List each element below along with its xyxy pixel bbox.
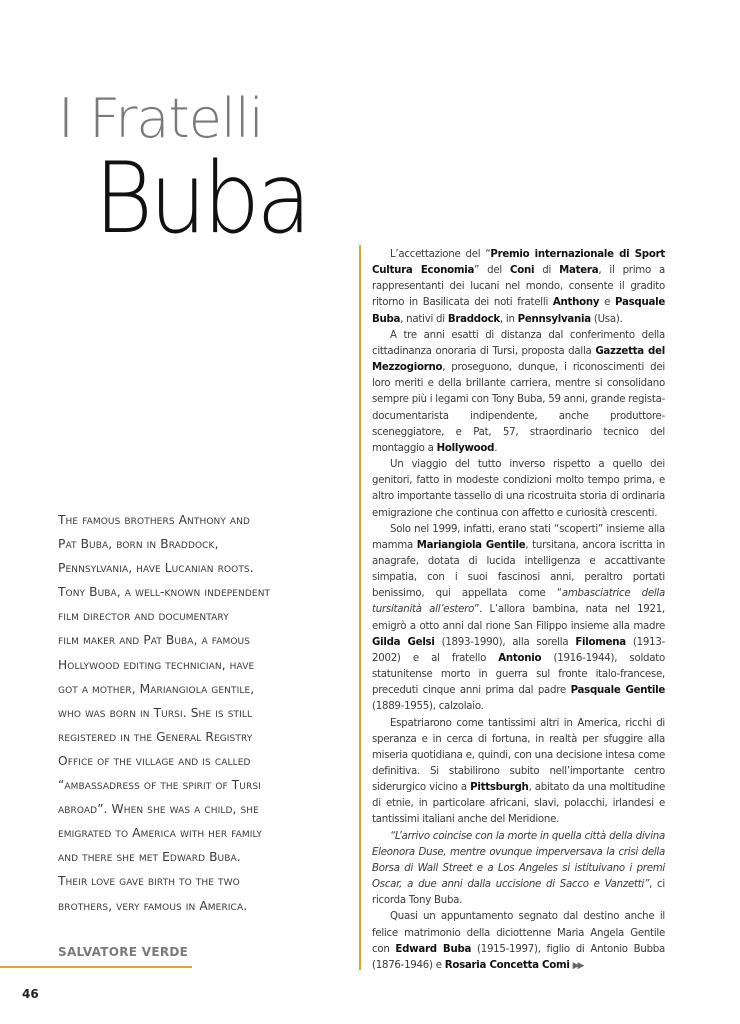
title-line-1: I Fratelli <box>58 87 263 150</box>
summary-line: and there she met Edward Buba. <box>58 850 241 865</box>
summary-line: film maker and Pat Buba, a famous <box>58 633 251 648</box>
summary-line: emigrated to America with her family <box>58 826 262 841</box>
page-number: 46 <box>22 987 39 1001</box>
summary-line: Their love gave birth to the two <box>58 874 240 889</box>
paragraph-7: Quasi un appuntamento segnato dal destino anche il felice matrimonio della diciottenne Maria Angela Gentile con Edward Buba (1915-1997), figlio di Antonio Bubba (1876-1946) e Rosaria Concetta Comi ▶▶ <box>372 911 666 971</box>
summary-line: brothers, very famous in America. <box>58 898 248 913</box>
summary-line: registered in the General Registry <box>58 729 253 744</box>
paragraph-3: Un viaggio del tutto inverso rispetto a quello dei genitori, fatto in modeste condizioni molto tempo prima, e altro importante tassello di una ricostruita storia di ordinaria emigrazione che continua con affetto e curiosità crescenti. <box>372 459 665 519</box>
summary-line: “ambassadress of the spirit of Tursi <box>58 778 261 793</box>
author-byline: SALVATORE VERDE <box>58 945 189 959</box>
summary-line: got a mother, Mariangiola gentile, <box>58 681 255 696</box>
column-rule <box>359 245 361 970</box>
summary-line: who was born in Tursi. She is still <box>58 705 253 720</box>
article-body <box>372 247 665 974</box>
summary-line: Hollywood editing technician, have <box>58 657 255 672</box>
title-line-2: Buba <box>94 142 308 256</box>
summary-line: film director and documentary <box>58 609 229 624</box>
english-summary <box>58 508 348 918</box>
paragraph-6: “L’arrivo coincise con la morte in quella città della divina Eleonora Duse, mentre ovunque imperversava la crisi della Borsa di Wall Street e a Los Angeles si istituivano i premi Oscar, a due anni dalla uccisione di Sacco e Vanzetti”, ci ricorda Tony Buba. <box>372 830 665 907</box>
summary-line: abroad”. When she was a child, she <box>58 802 259 817</box>
summary-line: Tony Buba, a well-known independent <box>58 585 271 600</box>
author-divider <box>0 966 192 968</box>
summary-line: Office of the village and is called <box>58 753 251 768</box>
paragraph-5: Espatriarono come tantissimi altri in America, ricchi di speranza e in cerca di fortuna, in realtà per sfuggire alla miseria quotidiana e, quindi, con una decisione intesa come definitiva. Si stabilirono subito nell’importante centro siderurgico vicino a Pittsburgh, abitato da una moltitudine di etnie, in particolare africani, slavi, polacchi, irlandesi e tantissimi italiani anche del Meridione. <box>372 717 665 826</box>
paragraph-4: Solo nel 1999, infatti, erano stati “scoperti” insieme alla mamma Mariangiola Gentile, tursitana, ancora iscritta in anagrafe, dotata di lucida intelligenza e accattivante simpatia, con i suoi fascinosi anni, peraltro portati benissimo, qui appellata come “ambasciatrice della tursitanità all’estero”. L’allora bambina, nata nel 1921, emigrò a otto anni dal rione San Filippo insieme alla madre Gilda Gelsi (1893-1990), alla sorella Filomena (1913-2002) e al fratello Antonio (1916-1944), soldato statunitense morto in guerra sul fronte italo-francese, preceduti cinque anni prima dal padre Pasquale Gentile (1889-1955), calzolaio. <box>372 523 666 713</box>
summary-line: Pennsylvania, have Lucanian roots. <box>58 561 254 576</box>
summary-line: Pat Buba, born in Braddock, <box>58 537 219 552</box>
paragraph-2: A tre anni esatti di distanza dal conferimento della cittadinanza onoraria di Tursi, proposta dalla Gazzetta del Mezzogiorno, proseguono, dunque, i riconoscimenti dei loro meriti e della brillante carriera, mentre si consolidano sempre più i legami con Tony Buba, 59 anni, grande regista-documentarista indipendente, anche produttore-sceneggiatore, e Pat, 57, straordinario tecnico del montaggio a Hollywood. <box>372 329 665 454</box>
paragraph-1: L’accettazione del “Premio internazionale di Sport Cultura Economia” del Coni di Matera, il primo a rappresentanti dei lucani nel mondo, consente il gradito ritorno in Basilicata dei noti fratelli Anthony e Pasquale Buba, nativi di Braddock, in Pennsylvania (Usa). <box>372 249 666 325</box>
summary-line: The famous brothers Anthony and <box>58 513 251 527</box>
continue-arrow-icon: ▶▶ <box>572 960 583 971</box>
